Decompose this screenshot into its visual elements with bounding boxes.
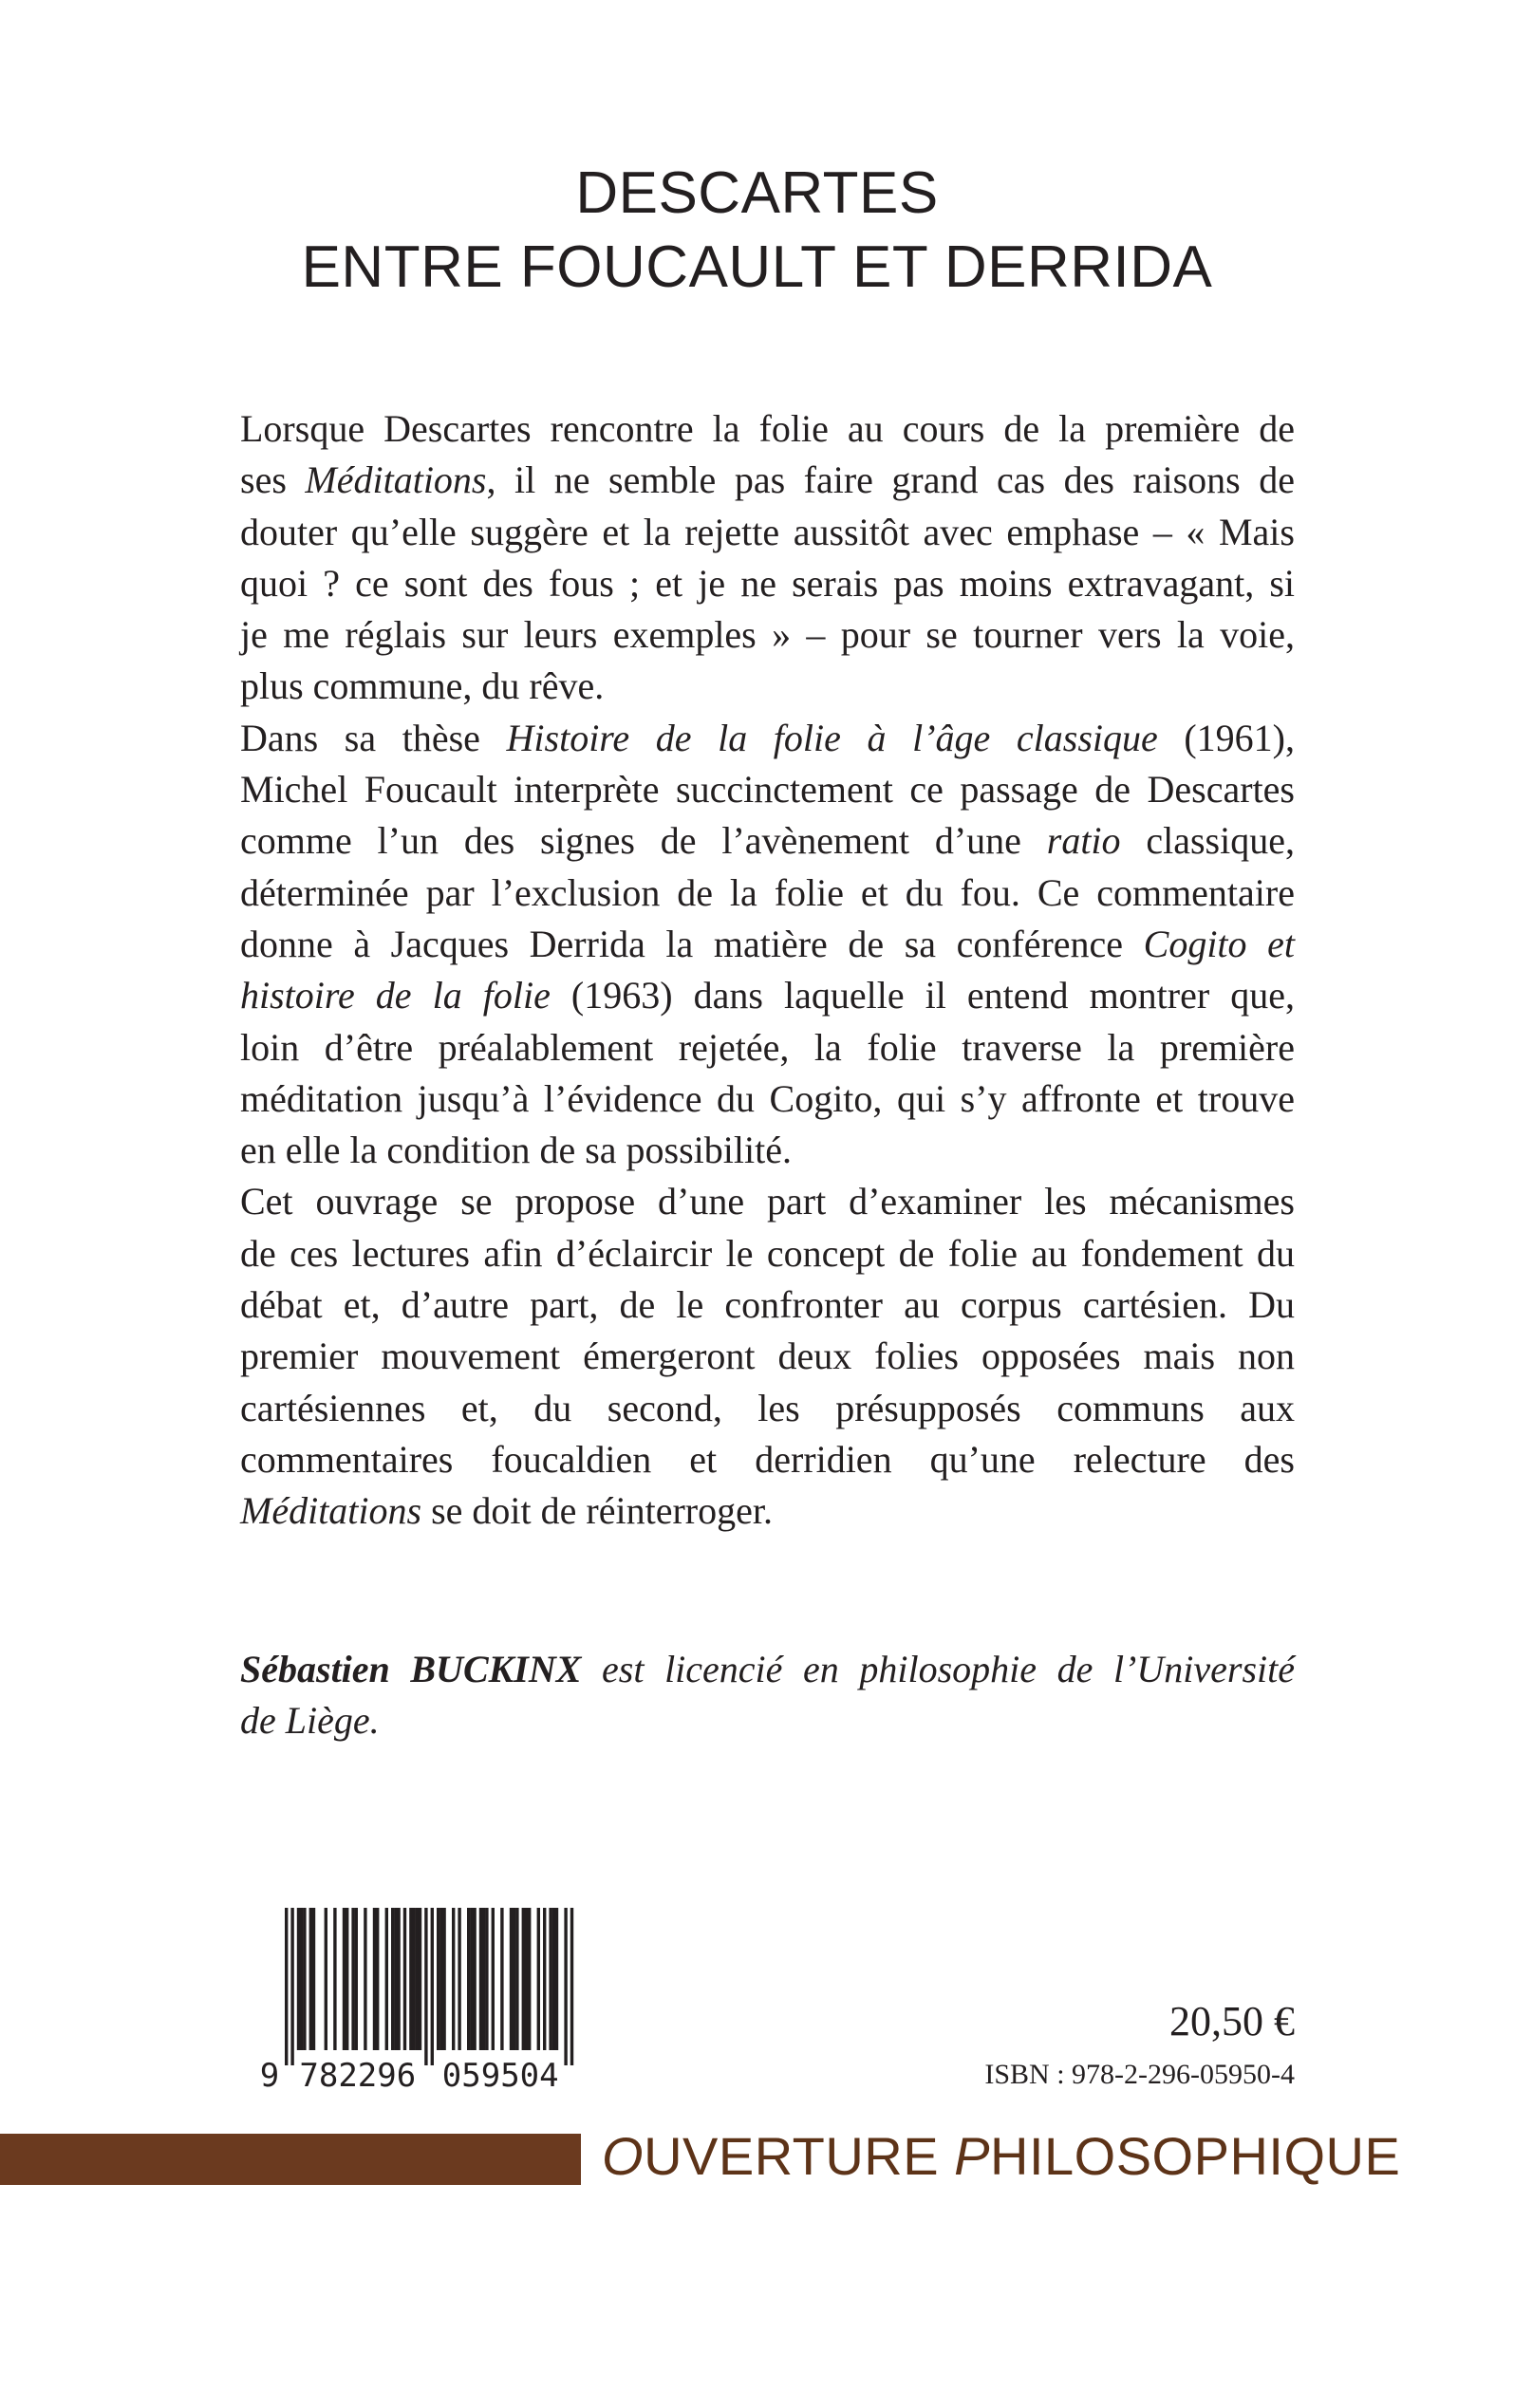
collection-word-2: HILOSOPHIQUE xyxy=(990,2126,1401,2186)
barcode-bar xyxy=(303,1908,306,2050)
text-line xyxy=(240,1279,1295,1331)
barcode-bar xyxy=(297,1908,300,2050)
paragraph-1 xyxy=(240,403,1295,713)
barcode-bar xyxy=(412,1908,415,2050)
barcode-bar xyxy=(485,1908,488,2050)
text-line xyxy=(240,1125,1295,1176)
text-line xyxy=(240,1434,1295,1485)
text-run: méditation jusqu’à l’évidence du Cogito, qui s’y affronte et trouve xyxy=(240,1076,1295,1120)
barcode-bar xyxy=(452,1908,455,2050)
back-cover-blurb xyxy=(240,403,1295,1538)
barcode-bars xyxy=(256,1900,598,2100)
text-run: donne à Jacques Derrida la matière de sa conférence xyxy=(240,922,1144,965)
text-run: déterminée par l’exclusion de la folie et du fou. Ce commentaire xyxy=(240,870,1295,914)
barcode xyxy=(256,1900,598,2100)
text-run: quoi ? ce sont des fous ; et je ne serais pas moins extravagant, si xyxy=(240,561,1295,605)
text-run: , il ne semble pas faire grand cas des raisons de xyxy=(486,458,1296,502)
barcode-bar xyxy=(424,1908,427,2065)
author-bio-line-2: de Liège. xyxy=(240,1699,380,1742)
paragraph-3 xyxy=(240,1176,1295,1537)
barcode-bar xyxy=(513,1908,515,2050)
text-run: de ces lectures afin d’éclaircir le concept de folie au fondement du xyxy=(240,1231,1295,1275)
collection-initial-p: P xyxy=(954,2126,990,2186)
text-run: loin d’être préalablement rejetée, la folie traverse la première xyxy=(240,1025,1295,1069)
barcode-bar xyxy=(309,1908,312,2050)
barcode-bar xyxy=(458,1908,460,2050)
barcode-bar xyxy=(515,1908,518,2050)
barcode-bar xyxy=(285,1908,288,2065)
barcode-bar xyxy=(325,1908,327,2050)
italic-run: Méditations xyxy=(240,1489,422,1533)
italic-run: histoire de la folie xyxy=(240,974,551,1017)
text-line xyxy=(240,919,1295,970)
collection-word-1: UVERTURE xyxy=(644,2126,955,2186)
text-run: comme l’un des signes de l’avènement d’une xyxy=(240,819,1047,863)
barcode-digits: 9 xyxy=(259,2057,280,2095)
collection-initial-o: O xyxy=(602,2126,645,2186)
text-line xyxy=(240,661,1295,712)
barcode-bar xyxy=(403,1908,406,2050)
text-run: Cet ouvrage se propose d’une part d’examiner les mécanismes xyxy=(240,1180,1295,1223)
text-line xyxy=(240,403,1295,455)
text-line xyxy=(240,764,1295,815)
text-run: classique, xyxy=(1120,819,1295,863)
text-line xyxy=(240,1073,1295,1125)
text-run: débat et, d’autre part, de le confronter au corpus cartésien. Du xyxy=(240,1283,1295,1327)
text-line xyxy=(240,1331,1295,1382)
barcode-bar xyxy=(439,1908,442,2050)
barcode-bar xyxy=(391,1908,394,2050)
text-run: je me réglais sur leurs exemples » – pour se tourner vers la voie, xyxy=(240,613,1295,657)
italic-run: ratio xyxy=(1046,819,1121,863)
isbn: ISBN : 978-2-296-05950-4 xyxy=(984,2059,1295,2090)
paragraph-2 xyxy=(240,713,1295,1177)
title-line-1: DESCARTES xyxy=(575,160,939,226)
barcode-bar xyxy=(300,1908,303,2050)
text-line xyxy=(240,1485,1295,1537)
text-line xyxy=(240,970,1295,1021)
barcode-bar xyxy=(355,1908,358,2050)
barcode-bar xyxy=(470,1908,473,2050)
barcode-bar xyxy=(528,1908,531,2050)
barcode-bar xyxy=(351,1908,354,2050)
italic-run: Méditations xyxy=(305,458,487,502)
barcode-bar xyxy=(364,1908,366,2050)
barcode-digits: 782296 xyxy=(299,2057,417,2095)
barcode-bar xyxy=(409,1908,412,2050)
barcode-bar xyxy=(500,1908,503,2050)
barcode-bar xyxy=(416,1908,419,2050)
barcode-bar xyxy=(555,1908,558,2050)
barcode-bar xyxy=(431,1908,434,2065)
barcode-bar xyxy=(525,1908,528,2050)
barcode-bar xyxy=(473,1908,476,2050)
barcode-bar xyxy=(397,1908,400,2050)
barcode-bar xyxy=(376,1908,379,2050)
barcode-bar xyxy=(510,1908,513,2050)
barcode-bar xyxy=(343,1908,346,2050)
text-run: commentaires foucaldien et derridien qu’une relecture des xyxy=(240,1437,1295,1481)
text-line xyxy=(240,558,1295,609)
barcode-bar xyxy=(492,1908,495,2050)
text-run: douter qu’elle suggère et la rejette aussitôt avec emphase – « Mais xyxy=(240,510,1295,553)
barcode-bar xyxy=(522,1908,525,2050)
barcode-bar xyxy=(467,1908,470,2050)
text-run: se doit de réinterroger. xyxy=(421,1489,773,1533)
barcode-bar xyxy=(570,1908,573,2065)
author-bio xyxy=(240,1644,1295,1746)
text-line xyxy=(240,713,1295,764)
text-run: premier mouvement émergeront deux folies opposées mais non xyxy=(240,1335,1295,1378)
barcode-bar xyxy=(290,1908,293,2065)
barcode-bar xyxy=(442,1908,445,2050)
text-line xyxy=(240,1228,1295,1279)
text-line xyxy=(240,1176,1295,1227)
collection-name xyxy=(602,2122,1400,2191)
barcode-bar xyxy=(394,1908,397,2050)
author-name: Sébastien BUCKINX xyxy=(240,1648,582,1690)
barcode-bar xyxy=(549,1908,551,2050)
book-title xyxy=(0,157,1514,305)
author-bio-line-1 xyxy=(240,1644,1295,1695)
text-line xyxy=(240,455,1295,506)
text-run: (1963) dans laquelle il entend montrer que, xyxy=(550,974,1295,1017)
barcode-bar xyxy=(333,1908,336,2050)
text-run: ses xyxy=(240,458,306,502)
barcode-bar xyxy=(479,1908,482,2050)
text-line xyxy=(240,507,1295,558)
text-line xyxy=(240,868,1295,919)
barcode-bar xyxy=(543,1908,546,2050)
text-run: plus commune, du rêve. xyxy=(240,664,605,708)
barcode-bar xyxy=(385,1908,388,2050)
barcode-bar xyxy=(437,1908,439,2050)
text-line xyxy=(240,1383,1295,1434)
barcode-bar xyxy=(552,1908,555,2050)
barcode-bar xyxy=(373,1908,376,2050)
barcode-bar xyxy=(537,1908,540,2050)
text-line xyxy=(240,1022,1295,1073)
collection-color-bar xyxy=(0,2134,581,2185)
barcode-bar xyxy=(482,1908,485,2050)
barcode-bar xyxy=(312,1908,315,2050)
barcode-bar xyxy=(346,1908,348,2050)
text-run: en elle la condition de sa possibilité. xyxy=(240,1129,792,1172)
italic-run: Histoire de la folie à l’âge classique xyxy=(506,716,1158,759)
barcode-bar xyxy=(419,1908,421,2050)
italic-run: Cogito et xyxy=(1143,922,1296,965)
text-run: cartésiennes et, du second, les présupposés communs aux xyxy=(240,1386,1295,1429)
barcode-bar xyxy=(564,1908,567,2065)
barcode-digits: 059504 xyxy=(441,2057,559,2095)
text-line xyxy=(240,815,1295,867)
text-run: Lorsque Descartes rencontre la folie au cours de la première de xyxy=(240,407,1295,450)
text-run: Dans sa thèse xyxy=(240,716,507,759)
text-line xyxy=(240,609,1295,661)
author-bio-text: est licencié en philosophie de l’Université xyxy=(581,1648,1296,1690)
title-line-2: ENTRE FOUCAULT ET DERRIDA xyxy=(301,234,1213,300)
text-run: (1961), xyxy=(1157,716,1296,759)
price: 20,50 € xyxy=(1169,1998,1295,2044)
text-run: Michel Foucault interprète succinctement ce passage de Descartes xyxy=(240,768,1295,812)
